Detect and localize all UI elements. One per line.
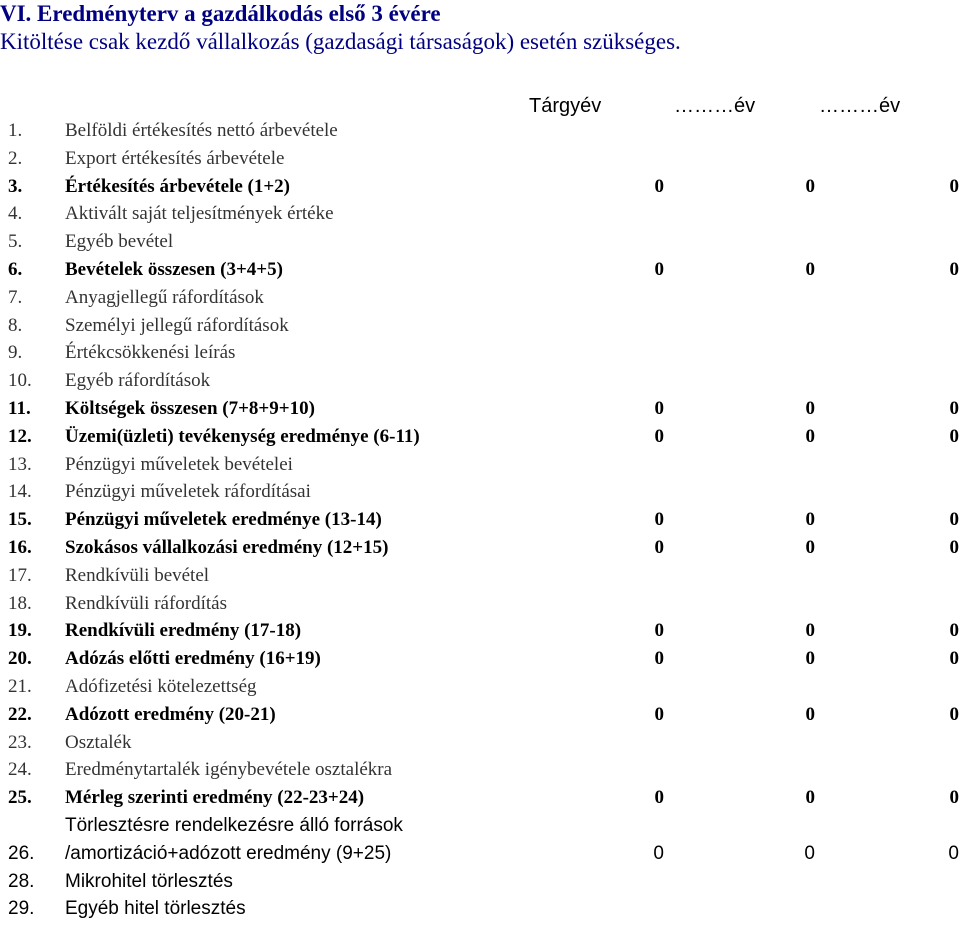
row-number: 13.: [8, 453, 32, 475]
row-number: 26.: [8, 842, 35, 864]
row-label: Értékcsökkenési leírás: [65, 342, 236, 364]
row-value-col-2: 0: [805, 620, 815, 642]
row-value-col-2: 0: [805, 648, 815, 670]
table-row: [0, 704, 960, 731]
table-row: [0, 342, 960, 369]
row-label: Anyagjellegű ráfordítások: [65, 286, 264, 308]
table-row: [0, 148, 960, 175]
row-number: 20.: [8, 648, 32, 670]
row-number: 2.: [8, 147, 23, 169]
row-value-col-2: 0: [805, 175, 815, 197]
row-value-col-3: 0: [949, 537, 959, 558]
row-label: Rendkívüli ráfordítás: [65, 592, 227, 614]
row-label: Belföldi értékesítés nettó árbevétele: [65, 120, 338, 141]
row-number: 12.: [8, 425, 32, 447]
row-number: 11.: [8, 398, 31, 419]
row-value-col-1: 0: [654, 425, 664, 447]
table-row: [0, 315, 960, 342]
row-value-col-1: 0: [654, 509, 664, 531]
row-number: 3.: [8, 175, 23, 197]
row-label: Bevételek összesen (3+4+5): [65, 259, 283, 280]
row-label: Szokásos vállalkozási eredmény (12+15): [65, 537, 389, 558]
row-label: Mikrohitel törlesztés: [65, 870, 233, 892]
row-value-col-2: 0: [805, 398, 815, 419]
row-value-col-1: 0: [654, 787, 664, 809]
row-value-col-3: 0: [949, 703, 959, 725]
table-row: [0, 759, 960, 786]
table-row: [0, 398, 960, 425]
page-subtitle: Kitöltése csak kezdő vállalkozás (gazdasági társaságok) esetén szükséges.: [0, 29, 681, 54]
row-label: Mérleg szerinti eredmény (22-23+24): [65, 787, 365, 809]
row-value-col-2: 0: [805, 703, 815, 725]
row-number: 28.: [8, 870, 35, 892]
row-value-col-2: 0: [805, 425, 815, 447]
row-label: Rendkívüli eredmény (17-18): [65, 620, 302, 642]
row-value-col-3: 0: [949, 398, 959, 419]
row-number: 21.: [8, 676, 32, 697]
table-row: [0, 620, 960, 647]
row-number: 29.: [8, 898, 35, 920]
row-number: 25.: [8, 787, 32, 809]
row-number: 5.: [8, 231, 23, 253]
row-value-col-1: 0: [653, 842, 664, 864]
row-value-col-2: 0: [805, 787, 815, 809]
row-label: Export értékesítés árbevétele: [65, 147, 285, 169]
row-value-col-3: 0: [949, 648, 959, 670]
table-row: [0, 120, 960, 147]
row-value-col-1: 0: [654, 175, 664, 197]
row-value-col-3: 0: [949, 620, 959, 642]
table-row: [0, 898, 960, 925]
row-value-col-3: 0: [949, 175, 959, 197]
row-value-col-1: 0: [654, 620, 664, 642]
row-number: 18.: [8, 592, 32, 614]
row-label: Adózás előtti eredmény (16+19): [65, 648, 321, 670]
row-label: Osztalék: [65, 731, 132, 753]
row-value-col-3: 0: [949, 259, 959, 280]
table-row: [0, 565, 960, 592]
row-number: 24.: [8, 759, 32, 781]
row-label: Pénzügyi műveletek ráfordításai: [65, 481, 311, 503]
row-label: Egyéb ráfordítások: [65, 370, 211, 392]
row-label: Pénzügyi műveletek bevételei: [65, 453, 293, 475]
row-label: Adófizetési kötelezettség: [65, 676, 257, 697]
row-label: Egyéb bevétel: [65, 231, 174, 253]
table-row: [0, 593, 960, 620]
page-title: VI. Eredményterv a gazdálkodás első 3 évére: [0, 1, 441, 26]
row-number: 8.: [8, 314, 23, 336]
table-row: [0, 537, 960, 564]
row-number: 14.: [8, 481, 32, 503]
row-value-col-1: 0: [654, 703, 664, 725]
row-label: Eredménytartalék igénybevétele osztalékra: [65, 759, 393, 781]
table-row: [0, 370, 960, 397]
table-row: [0, 871, 960, 898]
table-row: [0, 287, 960, 314]
row-value-col-3: 0: [949, 787, 959, 809]
row-label: Pénzügyi műveletek eredménye (13-14): [65, 509, 382, 531]
column-header-ev-2: ………év: [674, 95, 756, 117]
row-value-col-1: 0: [654, 537, 664, 558]
table-row: [0, 815, 960, 842]
table-row: [0, 481, 960, 508]
row-number: 7.: [8, 286, 23, 308]
row-label: Rendkívüli bevétel: [65, 564, 210, 586]
row-number: 15.: [8, 509, 32, 531]
row-number: 16.: [8, 537, 32, 558]
table-row: [0, 231, 960, 258]
row-label: Üzemi(üzleti) tevékenység eredménye (6-11): [65, 425, 420, 447]
row-number: 1.: [8, 120, 23, 141]
row-value-col-2: 0: [804, 842, 815, 864]
row-number: 22.: [8, 703, 32, 725]
table-row: [0, 843, 960, 870]
column-header-targyev: Tárgyév: [529, 95, 602, 117]
row-label: Aktivált saját teljesítmények értéke: [65, 203, 334, 225]
row-value-col-3: 0: [949, 425, 959, 447]
row-label: Egyéb hitel törlesztés: [65, 898, 246, 920]
row-number: 4.: [8, 203, 23, 225]
table-row: [0, 732, 960, 759]
row-value-col-3: 0: [948, 842, 959, 864]
row-value-col-2: 0: [805, 537, 815, 558]
table-row: [0, 454, 960, 481]
table-row: [0, 509, 960, 536]
row-label: Költségek összesen (7+8+9+10): [65, 398, 315, 419]
row-label: Törlesztésre rendelkezésre álló források: [65, 815, 403, 836]
row-value-col-1: 0: [654, 648, 664, 670]
row-number: 19.: [8, 620, 32, 642]
table-row: [0, 676, 960, 703]
row-value-col-1: 0: [654, 398, 664, 419]
row-label: Személyi jellegű ráfordítások: [65, 314, 289, 336]
row-label: Adózott eredmény (20-21): [65, 703, 276, 725]
table-row: [0, 259, 960, 286]
row-value-col-1: 0: [654, 259, 664, 280]
row-value-col-2: 0: [805, 259, 815, 280]
table-row: [0, 203, 960, 230]
column-header-ev-3: ………év: [819, 95, 901, 117]
row-label: /amortizáció+adózott eredmény (9+25): [65, 842, 392, 864]
row-number: 6.: [8, 259, 23, 280]
row-value-col-3: 0: [949, 509, 959, 531]
row-value-col-2: 0: [805, 509, 815, 531]
row-number: 10.: [8, 370, 32, 392]
table-row: [0, 426, 960, 453]
row-number: 23.: [8, 731, 32, 753]
row-label: Értékesítés árbevétele (1+2): [65, 175, 291, 197]
table-row: [0, 176, 960, 203]
table-row: [0, 787, 960, 814]
table-row: [0, 648, 960, 675]
row-number: 17.: [8, 564, 32, 586]
row-number: 9.: [8, 342, 23, 364]
